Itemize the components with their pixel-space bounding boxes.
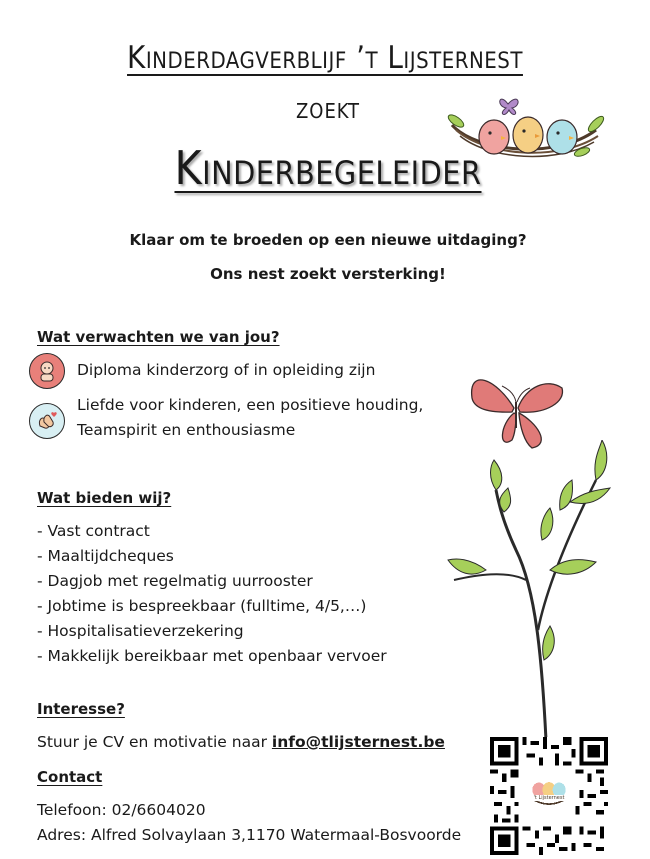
offer-item-insurance: - Hospitalisatieverzekering [37,622,244,640]
bird-yellow-icon [513,117,543,153]
contact-title: Contact [37,768,103,786]
seeks-heading: zoekt [295,92,361,125]
interest-sentence: Stuur je CV en motivatie naar [37,733,272,751]
interest-text [37,733,445,751]
offer-item-contract: - Vast contract [37,522,150,540]
expectation-text-love-line1: Liefde voor kinderen, een positieve houding, [77,396,424,414]
expectation-text-diploma: Diploma kinderzorg of in opleiding zijn [77,361,376,379]
plant-stem-illustration [446,440,616,740]
birds-nest-illustration [446,90,606,170]
offer-item-jobtime: - Jobtime is bespreekbaar (fulltime, 4/5,…) [37,597,367,615]
qr-logo-label: 't Lijsternest [524,795,574,801]
baby-icon [29,353,65,389]
interest-title: Interesse? [37,700,125,718]
offer-list [37,519,387,669]
offer-item-transport: - Makkelijk bereikbaar met openbaar vervoer [37,647,387,665]
offer-title: Wat bieden wij? [37,489,172,507]
email-link[interactable]: info@tlijsternest.be [271,733,445,751]
offer-item-mealvouchers: - Maaltijdcheques [37,547,174,565]
bird-blue-icon [547,120,577,154]
tagline-question: Klaar om te broeden op een nieuwe uitdaging? [129,231,527,249]
expectation-text-love-line2: Teamspirit en enthousiasme [77,421,296,439]
clapping-hands-icon [29,403,65,439]
job-title-heading: Kinderbegeleider [174,141,482,195]
expectation-item-love [29,403,65,439]
contact-address: Adres: Alfred Solvaylaan 3,1170 Watermaal-Bosvoorde [37,826,462,844]
qr-code[interactable] [490,737,608,855]
bird-pink-icon [479,120,509,154]
expectations-title: Wat verwachten we van jou? [37,328,280,346]
small-butterfly-icon [500,99,518,114]
contact-phone: Telefoon: 02/6604020 [37,801,206,819]
company-name-heading: Kinderdagverblijf ’t Lijsternest [127,40,523,76]
tagline-statement: Ons nest zoekt versterking! [210,265,446,283]
offer-item-dayjob: - Dagjob met regelmatig uurrooster [37,572,313,590]
expectation-item-diploma [29,353,65,389]
